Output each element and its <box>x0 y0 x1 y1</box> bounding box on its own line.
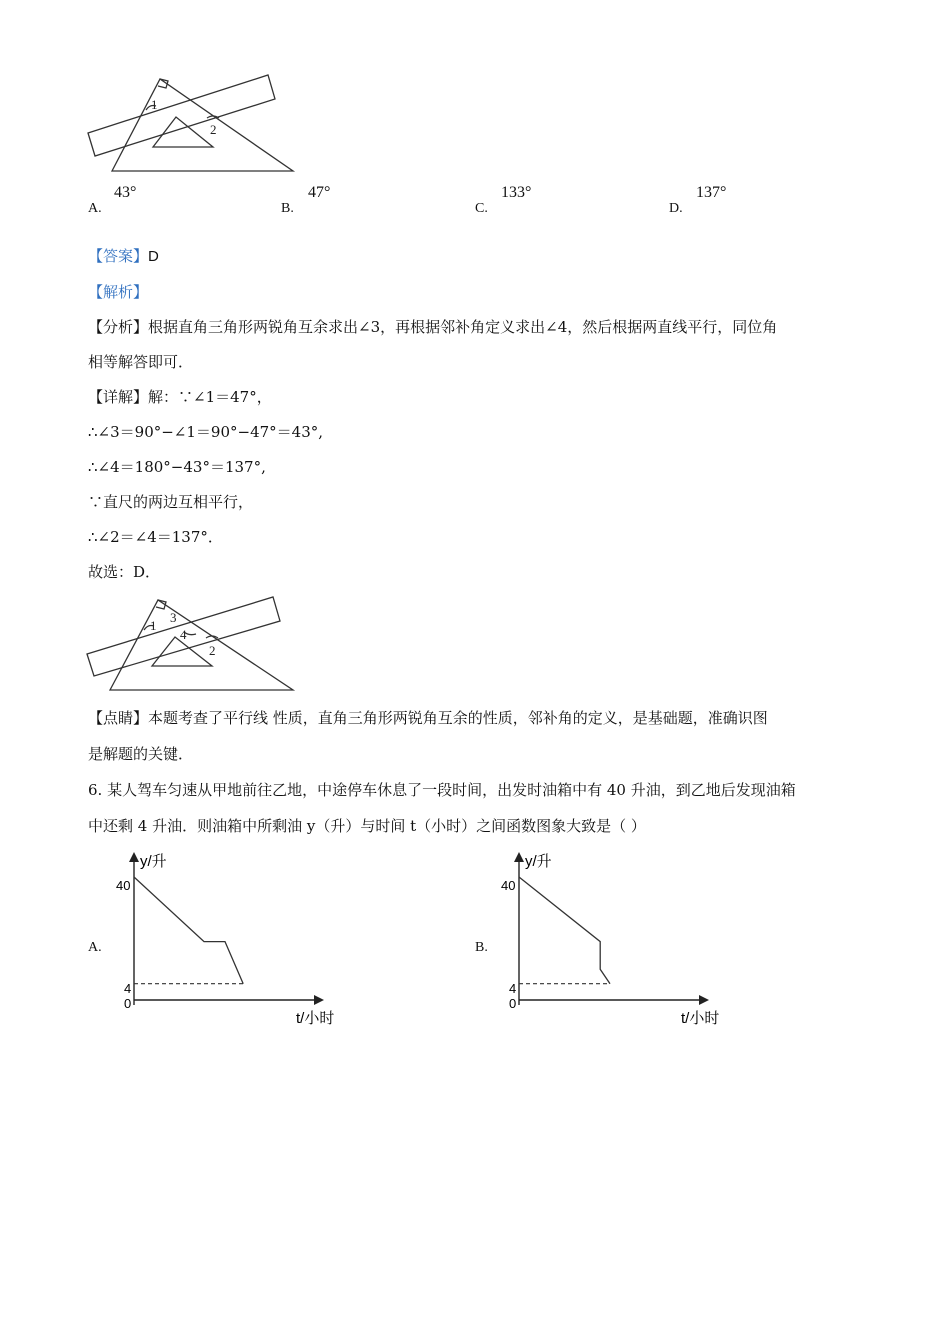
option-a-value: 43° <box>114 184 137 201</box>
graph-a-option-letter: A. <box>88 940 102 955</box>
angle2-arc <box>207 116 219 118</box>
detail-text: 解：∵∠1＝47°， <box>148 388 272 406</box>
angle2-label: 2 <box>209 643 216 658</box>
choose-line: 故选：D． <box>88 563 161 581</box>
graph-b <box>497 848 747 1033</box>
y-axis-arrow <box>514 852 524 862</box>
option-b-letter: B. <box>281 201 294 216</box>
series-line <box>519 877 610 984</box>
x-axis-label: t/小时 <box>296 1010 335 1027</box>
step-2: ∴∠4＝180°−43°＝137°, <box>88 458 266 476</box>
dianjing-tag: 【点睛】 <box>88 709 149 727</box>
figure-ruler-triangle-1 <box>80 70 310 185</box>
detail-line <box>88 386 272 407</box>
angle1-label: 1 <box>151 97 158 112</box>
answer-value: D <box>148 248 159 265</box>
series-line <box>134 877 243 984</box>
option-c-letter: C. <box>475 201 488 216</box>
option-d-value: 137° <box>696 184 727 201</box>
y-axis-label: y/升 <box>140 853 167 870</box>
analysis-tag: 【解析】 <box>88 283 149 301</box>
option-a-letter: A. <box>88 201 102 216</box>
step-4: ∴∠2＝∠4＝137°． <box>88 528 223 546</box>
figure-ruler-triangle-2 <box>80 592 310 697</box>
x-axis-arrow <box>699 995 709 1005</box>
fenxi-text-2: 相等解答即可． <box>88 353 194 371</box>
option-d-letter: D. <box>669 201 683 216</box>
graph-a <box>112 848 362 1033</box>
x-axis-label: t/小时 <box>681 1010 720 1027</box>
y-tick-0: 0 <box>509 996 517 1011</box>
y-tick-0: 0 <box>124 996 132 1011</box>
y-tick-40: 40 <box>116 878 131 893</box>
angle1-label: 1 <box>150 618 157 633</box>
option-b-value: 47° <box>308 184 331 201</box>
y-tick-4: 4 <box>509 981 517 996</box>
detail-tag: 【详解】 <box>88 388 149 406</box>
graph-b-option-letter: B. <box>475 940 488 955</box>
angle3-label: 3 <box>170 610 177 625</box>
x-axis-arrow <box>314 995 324 1005</box>
analysis-line-1 <box>88 316 777 337</box>
fenxi-tag: 【分析】 <box>88 318 149 336</box>
angle4-label: 4 <box>180 627 187 642</box>
triangle-outer <box>110 600 293 690</box>
triangle-outer <box>112 79 293 171</box>
answer-line <box>88 245 159 266</box>
fenxi-text-1: 根据直角三角形两锐角互余求出∠3，再根据邻补角定义求出∠4，然后根据两直线平行，同位角 <box>148 318 778 336</box>
y-axis-arrow <box>129 852 139 862</box>
question6-line-2: 中还剩 4 升油．则油箱中所剩油 y（升）与时间 t（小时）之间函数图象大致是（ ） <box>88 817 646 835</box>
y-tick-40: 40 <box>501 878 516 893</box>
dianjing-text-1: 本题考查了平行线 性质，直角三角形两锐角互余的性质，邻补角的定义，是基础题，准确识图 <box>148 709 768 727</box>
angle2-label: 2 <box>210 122 217 137</box>
question6-line-1: 6. 某人驾车匀速从甲地前往乙地，中途停车休息了一段时间，出发时油箱中有 40 升油，到乙地后发现油箱 <box>88 781 796 799</box>
ruler-shape <box>88 75 275 156</box>
step-1: ∴∠3＝90°−∠1＝90°−47°＝43°, <box>88 423 324 441</box>
y-tick-4: 4 <box>124 981 132 996</box>
option-c-value: 133° <box>501 184 532 201</box>
angle2-arc <box>206 636 218 638</box>
y-axis-label: y/升 <box>525 853 552 870</box>
dianjing-text-2: 是解题的关键． <box>88 745 194 763</box>
dianjing-line-1 <box>88 707 768 728</box>
answer-tag: 【答案】 <box>88 247 149 265</box>
step-3: ∵直尺的两边互相平行， <box>88 493 254 511</box>
